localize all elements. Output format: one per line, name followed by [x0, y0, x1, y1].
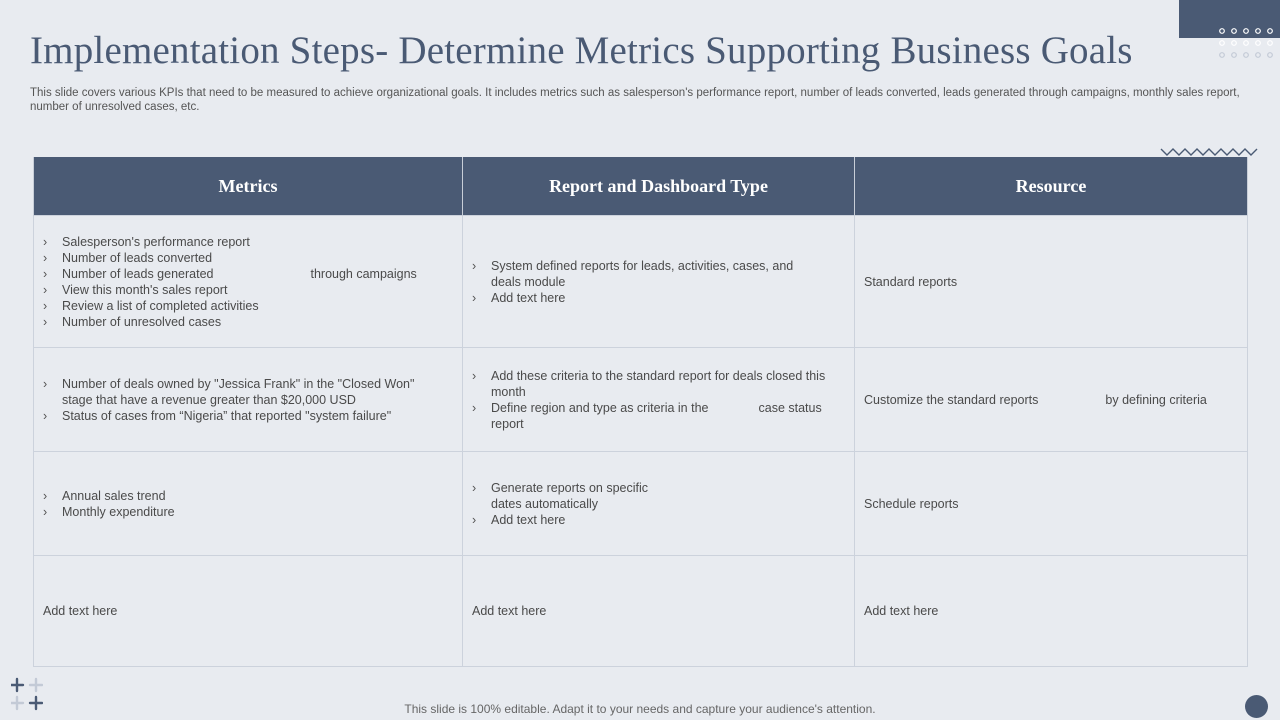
list-item-text: Number of leads generated: [62, 266, 214, 281]
report-type-cell: [463, 452, 855, 556]
resource-cell: Schedule reports: [855, 452, 1248, 556]
resource-text-continuation: by defining criteria: [1105, 392, 1207, 407]
metrics-cell: [34, 348, 463, 452]
list-item: › Monthly expenditure: [43, 504, 453, 520]
list-item-text: Define region and type as criteria in the: [491, 400, 709, 415]
resource-cell: [855, 348, 1248, 452]
header-report-type: Report and Dashboard Type: [463, 157, 855, 216]
list-item: › Add text here: [472, 290, 823, 306]
table-row: [34, 452, 1248, 556]
list-item: › Number of deals owned by "Jessica Frank" in the "Closed Won" stage that have a revenue greater than $20,000 USD: [43, 376, 445, 408]
list-item: › Status of cases from “Nigeria” that reported "system failure": [43, 408, 445, 424]
metrics-cell: [34, 452, 463, 556]
header-metrics: Metrics: [34, 157, 463, 216]
report-list: [472, 480, 845, 528]
list-item: › Salesperson's performance report: [43, 234, 453, 250]
list-item-continuation: dates automatically: [491, 496, 599, 511]
metrics-cell: Add text here: [34, 556, 463, 667]
list-item: › View this month's sales report: [43, 282, 453, 298]
page-title: Implementation Steps- Determine Metrics Supporting Business Goals: [30, 29, 1133, 72]
report-type-cell: Add text here: [463, 556, 855, 667]
dot-grid-decoration: [1218, 27, 1278, 61]
list-item: › Review a list of completed activities: [43, 298, 453, 314]
resource-cell: Add text here: [855, 556, 1248, 667]
list-item-continuation: case status: [758, 400, 822, 415]
list-item: › Add these criteria to the standard report for deals closed this month: [472, 368, 845, 400]
page-subtitle: This slide covers various KPIs that need to be measured to achieve organizational goals. It includes metrics such as salesperson's performance report, number of leads converted, leads generated through campaigns, monthly sales report, number of unresolved cases, etc.: [30, 87, 1240, 113]
resource-text: Customize the standard reports: [864, 392, 1039, 407]
table-row: [34, 216, 1248, 348]
report-type-cell: [463, 348, 855, 452]
table-row: [34, 556, 1248, 667]
footer-note: This slide is 100% editable. Adapt it to your needs and capture your audience's attention.: [404, 702, 876, 716]
list-item-continuation: report: [491, 416, 524, 431]
corner-circle-decoration: [1245, 695, 1268, 718]
metrics-list: [43, 234, 453, 330]
header-resource: Resource: [855, 157, 1248, 216]
list-item: › Add text here: [472, 512, 845, 528]
list-item: [472, 480, 845, 512]
list-item-text: Generate reports on specific: [491, 480, 649, 495]
metrics-cell: [34, 216, 463, 348]
table-row: [34, 348, 1248, 452]
metrics-list: [43, 376, 453, 424]
list-item: › Number of unresolved cases: [43, 314, 453, 330]
resource-cell: Standard reports: [855, 216, 1248, 348]
list-item: › System defined reports for leads, activities, cases, and deals module: [472, 258, 823, 290]
list-item: › Annual sales trend: [43, 488, 453, 504]
metrics-list: [43, 488, 453, 520]
report-list: [472, 368, 845, 432]
list-item: [472, 400, 845, 432]
metrics-table: [33, 157, 1248, 667]
table-header-row: [34, 157, 1248, 216]
list-item: › Number of leads converted: [43, 250, 453, 266]
list-item: [43, 266, 453, 282]
report-type-cell: [463, 216, 855, 348]
list-item-continuation: through campaigns: [310, 266, 417, 281]
report-list: [472, 258, 845, 306]
